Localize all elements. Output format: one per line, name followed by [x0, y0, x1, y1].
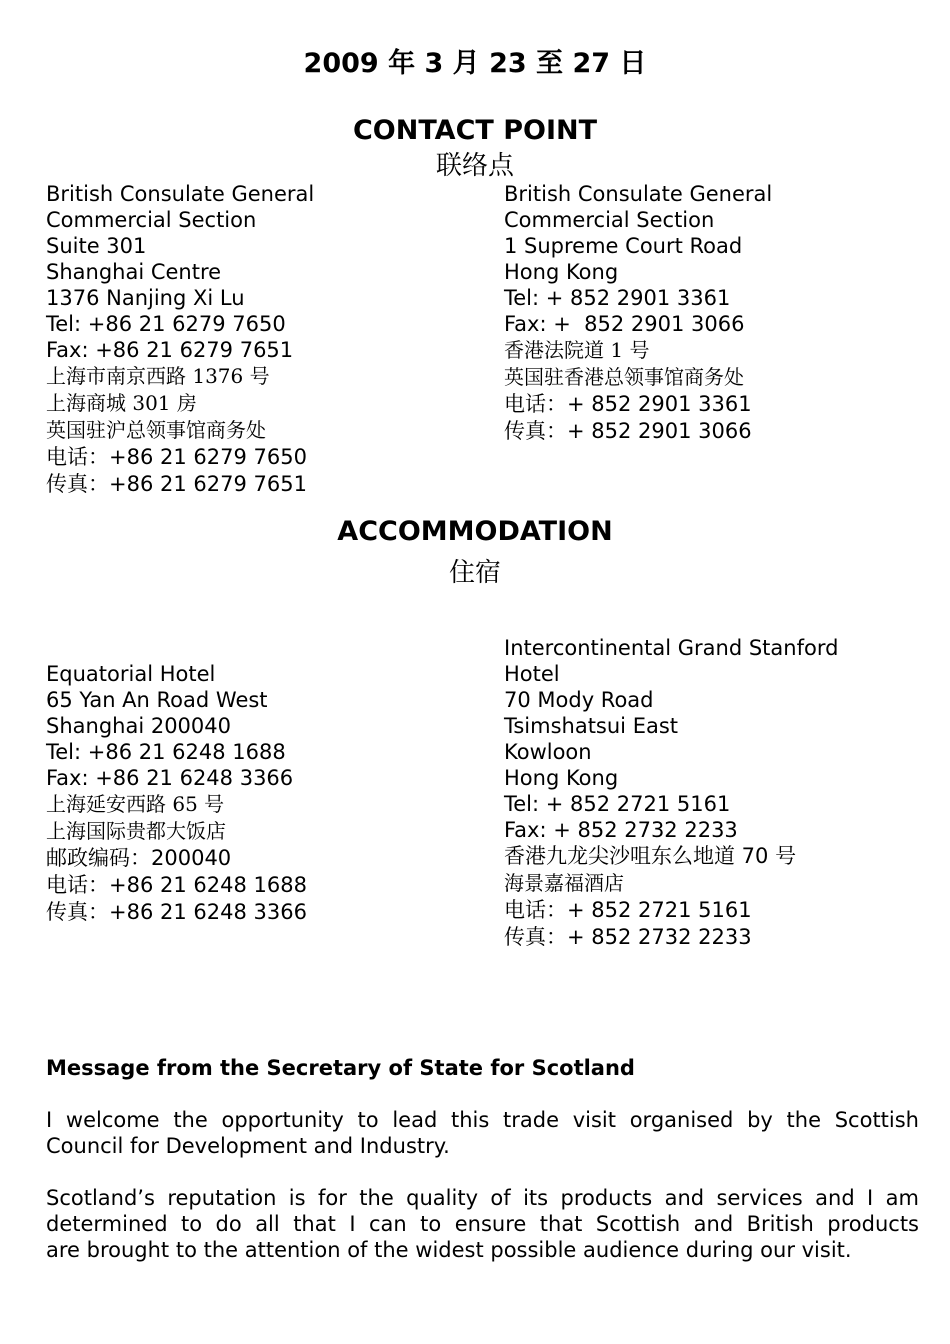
address-line: Hong Kong: [504, 766, 619, 790]
paragraph-line: are brought to the attention of the widest possible audience during our visit.: [46, 1238, 852, 1262]
message-title: Message from the Secretary of State for Scotland: [46, 1056, 635, 1080]
fax-line-cn: 传真：+ 852 2901 3066: [504, 419, 752, 443]
message-paragraph-2: [46, 1185, 919, 1263]
address-line: Kowloon: [504, 740, 592, 764]
paragraph-line: determined to do all that I can to ensure that Scottish and British products: [46, 1212, 919, 1236]
address-line: Shanghai 200040: [46, 714, 232, 738]
fax-line: Fax: +86 21 6248 3366: [46, 766, 294, 790]
fax-line-cn: 传真：+86 21 6248 3366: [46, 900, 307, 924]
fax-line-cn: 传真：+86 21 6279 7651: [46, 472, 307, 496]
fax-line: Fax: + 852 2732 2233: [504, 818, 738, 842]
accommodation-heading: ACCOMMODATION: [337, 516, 613, 547]
message-paragraph-1: [46, 1107, 919, 1159]
address-line: 1376 Nanjing Xi Lu: [46, 286, 245, 310]
paragraph-line: Scotland’s reputation is for the quality of its products and services and I am: [46, 1186, 919, 1210]
hotel-name-cn: 海景嘉福酒店: [504, 871, 624, 895]
address-line-cn: 上海市南京西路 1376 号: [46, 364, 270, 388]
telephone-line-cn: 电话：+ 852 2901 3361: [504, 392, 752, 416]
contact-point-heading: CONTACT POINT: [352, 115, 597, 146]
address-line: British Consulate General: [504, 182, 773, 206]
address-line: Tsimshatsui East: [504, 714, 679, 738]
telephone-line: Tel: +86 21 6279 7650: [46, 312, 286, 336]
hotel-name: Intercontinental Grand Stanford: [504, 636, 839, 660]
telephone-line-cn: 电话：+86 21 6279 7650: [46, 445, 307, 469]
postcode-line-cn: 邮政编码：200040: [46, 846, 232, 870]
visit-date: 2009 年 3 月 23 至 27 日: [303, 48, 647, 79]
address-line-cn: 上海商城 301 房: [46, 391, 197, 415]
paragraph-line: Council for Development and Industry.: [46, 1134, 450, 1158]
fax-line: Fax: + 852 2901 3066: [504, 312, 745, 336]
address-line-cn: 上海延安西路 65 号: [46, 792, 225, 816]
hotel-name: Hotel: [504, 662, 560, 686]
address-line: Commercial Section: [46, 208, 257, 232]
address-line: 70 Mody Road: [504, 688, 654, 712]
hotel-shanghai-address: [46, 661, 466, 926]
address-line: Hong Kong: [504, 260, 619, 284]
address-line: 1 Supreme Court Road: [504, 234, 743, 258]
paragraph-line: I welcome the opportunity to lead this trade visit organised by the Scottish: [46, 1108, 919, 1132]
hotel-name-cn: 上海国际贵都大饭店: [46, 819, 226, 843]
accommodation-heading-cn: 住宿: [448, 558, 501, 588]
address-line: Shanghai Centre: [46, 260, 222, 284]
address-line-cn: 香港法院道 1 号: [504, 338, 650, 362]
telephone-line: Tel: + 852 2721 5161: [504, 792, 731, 816]
address-line-cn: 香港九龙尖沙咀东么地道 70 号: [504, 844, 797, 868]
telephone-line: Tel: + 852 2901 3361: [504, 286, 731, 310]
address-line: Commercial Section: [504, 208, 715, 232]
address-line: 65 Yan An Road West: [46, 688, 268, 712]
hotel-hongkong-address: [504, 635, 924, 951]
address-line: Suite 301: [46, 234, 147, 258]
address-line-cn: 英国驻香港总领事馆商务处: [504, 365, 744, 389]
address-line-cn: 英国驻沪总领事馆商务处: [46, 418, 266, 442]
fax-line: Fax: +86 21 6279 7651: [46, 338, 294, 362]
telephone-line-cn: 电话：+86 21 6248 1688: [46, 873, 307, 897]
telephone-line: Tel: +86 21 6248 1688: [46, 740, 286, 764]
fax-line-cn: 传真：+ 852 2732 2233: [504, 925, 752, 949]
hotel-name: Equatorial Hotel: [46, 662, 216, 686]
telephone-line-cn: 电话：+ 852 2721 5161: [504, 898, 752, 922]
address-line: British Consulate General: [46, 182, 315, 206]
contact-point-heading-cn: 联络点: [435, 151, 514, 181]
contact-hongkong-address: [504, 181, 924, 445]
contact-shanghai-address: [46, 181, 466, 498]
